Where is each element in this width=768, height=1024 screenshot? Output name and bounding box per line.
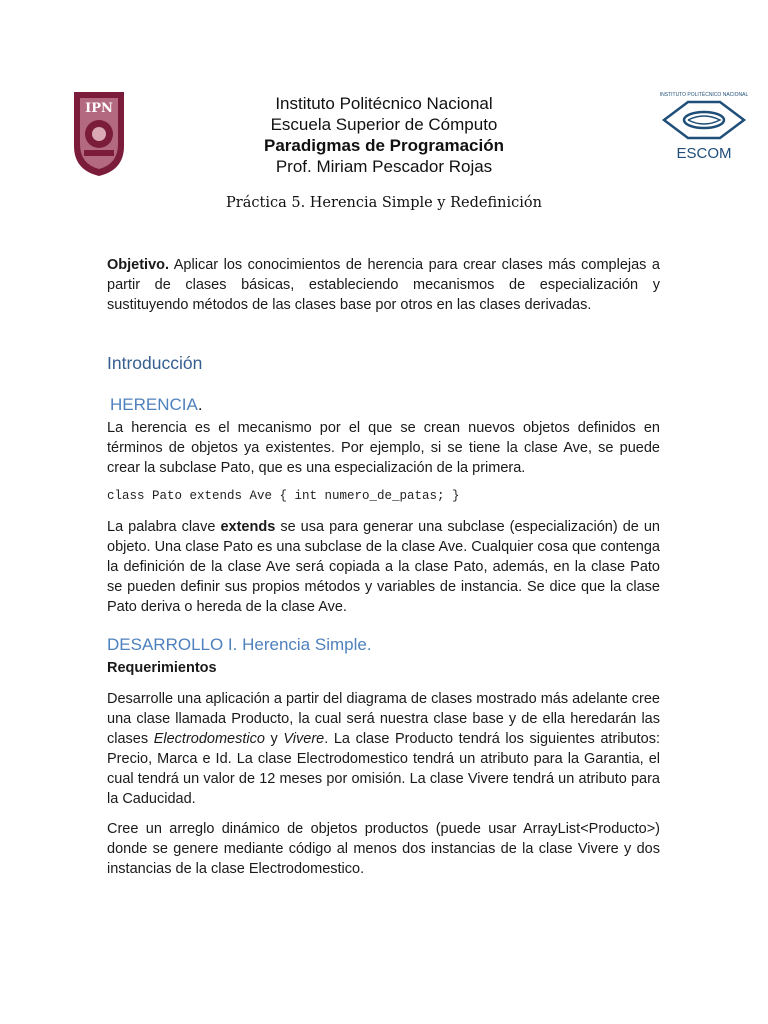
d-p1-b: y — [264, 731, 284, 747]
escom-logo-small-text: INSTITUTO POLITÉCNICO NACIONAL — [659, 92, 749, 98]
extends-keyword: extends — [220, 519, 276, 535]
intro-paragraph-2 — [107, 517, 660, 617]
course-name: Paradigmas de Programación — [264, 136, 504, 155]
desarrollo-heading: DESARROLLO I. Herencia Simple. — [107, 635, 372, 654]
desarrollo-paragraph-2: Cree un arreglo dinámico de objetos productos (puede usar ArrayList<Producto>) donde se genere mediante código al menos dos instancias de la clase Vivere y dos instancias de la clase Electrodomestico. — [107, 821, 660, 877]
school-name: Escuela Superior de Cómputo — [270, 115, 498, 134]
p2-after: se usa para generar una subclase (especialización) de un objeto. Una clase Pato es una subclase de la clase Ave. Cualquier cosa que contenga la definición de la clase Ave será copiada a la clase Pato, además, en la clase Pato se pueden definir sus propios métodos y variables de instancia. Se dice que la clase Pato deriva o hereda de la clase Ave. — [107, 519, 660, 615]
herencia-heading-text: HERENCIA — [110, 395, 198, 414]
class-electrodomestico: Electrodomestico — [153, 731, 265, 747]
code-example: class Pato extends Ave { int numero_de_patas; } — [107, 489, 460, 503]
objective-label: Objetivo. — [107, 257, 170, 273]
escom-logo-text: ESCOM — [676, 145, 732, 162]
requirements-subheading: Requerimientos — [107, 660, 217, 676]
class-vivere: Vivere — [283, 731, 325, 747]
intro-heading: Introducción — [107, 353, 203, 373]
institution-name: Instituto Politécnico Nacional — [275, 94, 493, 113]
ipn-logo-text: IPN — [85, 101, 113, 116]
objective-text: Aplicar los conocimientos de herencia para crear clases más complejas a partir de clases básicas, estableciendo mecanismos de especialización y sustituyendo métodos de las clases base por otros en las clases derivadas. — [107, 257, 660, 313]
professor-name: Prof. Miriam Pescador Rojas — [275, 157, 493, 176]
practice-title: Práctica 5. Herencia Simple y Redefinición — [226, 195, 542, 211]
p2-before: La palabra clave — [107, 519, 221, 535]
desarrollo-paragraph-1 — [107, 689, 660, 809]
intro-paragraph-1: La herencia es el mecanismo por el que se crean nuevos objetos definidos en términos de objetos ya existentes. Por ejemplo, si se tiene la clase Ave, se puede crear la subclase Pato, que es una especialización de la primera. — [107, 420, 660, 476]
objective-paragraph — [107, 255, 660, 315]
d-p1-a: Desarrolle una aplicación a partir del diagrama de clases mostrado más adelante cree una clase llamada Producto, la cual será nuestra clase base y de ella heredarán las clases — [107, 691, 660, 747]
herencia-heading-period: . — [197, 395, 203, 414]
herencia-heading — [110, 395, 203, 415]
d-p1-c: . La clase Producto tendrá los siguientes atributos: Precio, Marca e Id. La clase Electrodomestico tendrá un atributo para la Garantia, el cual tendrá un valor de 12 meses por omisión. La clase Vivere tendrá un atributo para la Caducidad. — [107, 731, 661, 807]
